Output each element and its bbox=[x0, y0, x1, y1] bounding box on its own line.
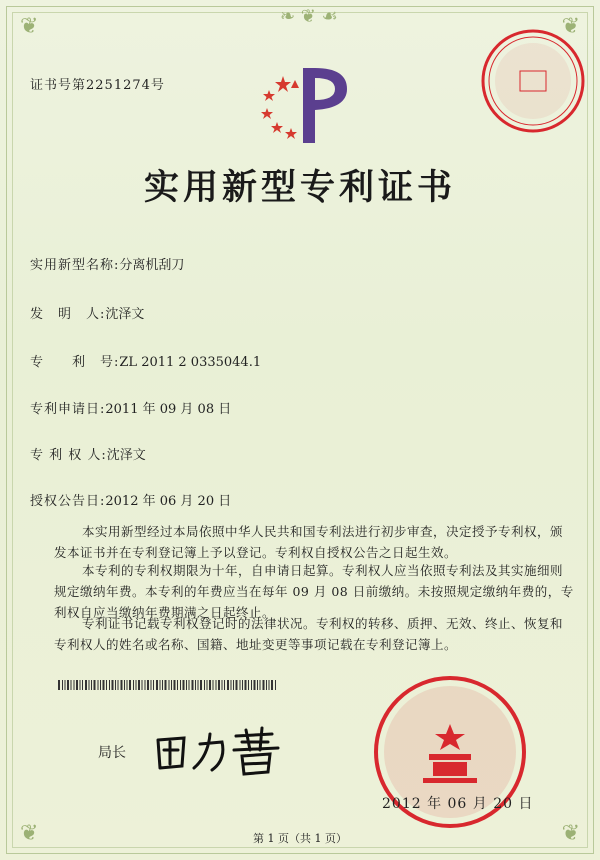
field-patentee: 专 利 权 人:沈泽文 bbox=[30, 448, 146, 463]
field-announcement-date: 授权公告日:2012 年 06 月 20 日 bbox=[30, 494, 232, 509]
paragraph-grant: 本实用新型经过本局依照中华人民共和国专利法进行初步审查，决定授予专利权，颁发本证书并在专利登记簿上予以登记。专利权自授权公告之日起生效。 bbox=[54, 523, 564, 560]
corner-ornament-bottom-left: ❦ bbox=[20, 821, 39, 846]
certificate-number: 证书号第2251274号 bbox=[30, 78, 165, 93]
corner-ornament-top-left: ❦ bbox=[20, 14, 39, 39]
field-inventor: 发 明 人:沈泽文 bbox=[30, 307, 145, 322]
patent-office-logo bbox=[255, 58, 355, 148]
corner-ornament-top-right: ❦ bbox=[561, 14, 580, 39]
top-center-ornament: ❧ ❦ ☙ bbox=[280, 6, 338, 27]
page-number: 第 1 页（共 1 页） bbox=[253, 832, 347, 845]
barcode bbox=[58, 680, 278, 690]
corner-ornament-bottom-right: ❦ bbox=[561, 821, 580, 846]
certificate-title: 实用新型专利证书 bbox=[143, 167, 456, 208]
field-application-date: 专利申请日:2011 年 09 月 08 日 bbox=[30, 402, 232, 417]
paragraph-term: 本专利的专利权期限为十年，自申请日起算。专利权人应当依照专利法及其实施细则规定缴纳年费。本专利的年费应当在每年 09 月 08 日前缴纳。未按照规定缴纳年费的，专利权自应当缴纳年费期满之日起终止。 bbox=[54, 563, 574, 620]
paragraph-legal-status: 专利证书记载专利权登记时的法律状况。专利权的转移、质押、无效、终止、恢复和专利权人的姓名或名称、国籍、地址变更等事项记载在专利登记簿上。 bbox=[54, 616, 564, 652]
director-signature bbox=[150, 720, 290, 780]
top-right-seal bbox=[478, 26, 588, 136]
field-patent-number: 专 利 号:ZL 2011 2 0335044.1 bbox=[30, 355, 262, 370]
director-label: 局长 bbox=[98, 745, 126, 761]
field-utility-model-name: 实用新型名称:分离机刮刀 bbox=[30, 258, 185, 273]
seal-date: 2012 年 06 月 20 日 bbox=[382, 796, 534, 812]
